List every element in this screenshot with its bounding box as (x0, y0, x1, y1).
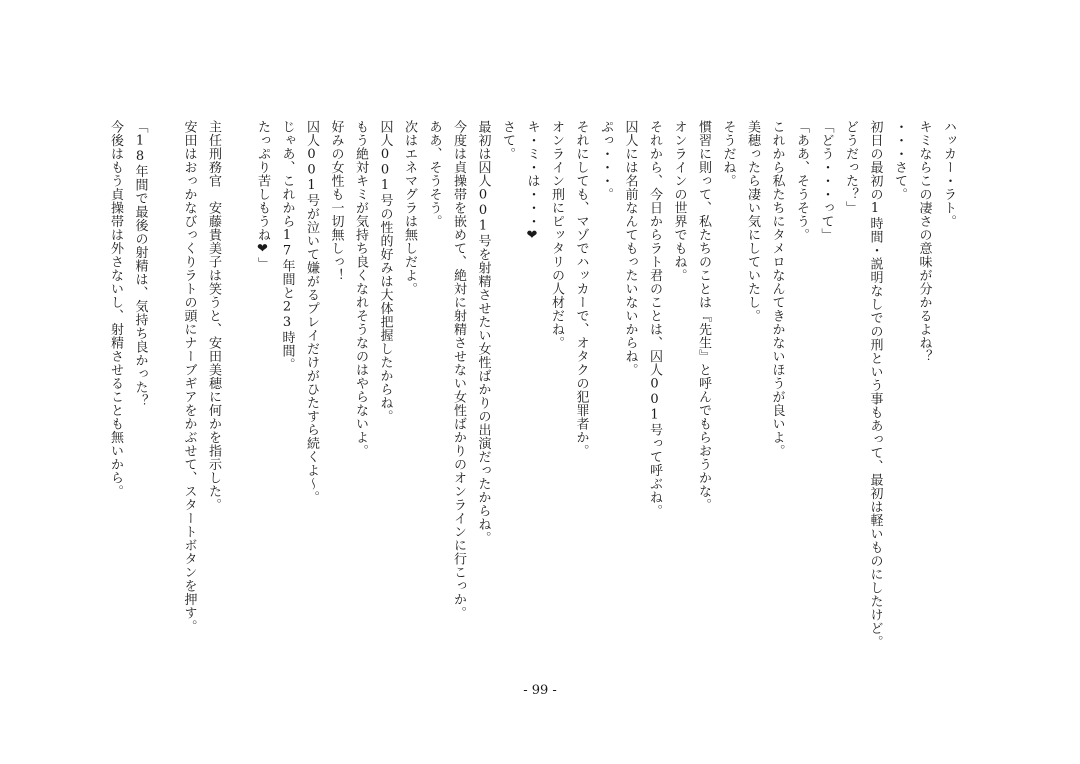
text-line (152, 120, 177, 640)
text-line: 好みの女性も一切無しっ！ (328, 120, 344, 282)
text-line: ぷっ・・・。 (598, 120, 613, 201)
text-line: これから私たちにタメロなんてきかないほうが良いよ。 (769, 120, 785, 458)
text-line: 初日の最初の1時間・説明なしでの刑という事もあって、最初は軽いものにしたけど。 (867, 120, 883, 649)
text-line: 囚人001号の性的好みは大体把握したからね。 (377, 120, 393, 423)
text-line: 今後はもう貞操帯は外さないし、射精させることも無いから。 (108, 120, 123, 498)
text-line: 最初は囚人001号を射精させたい女性ばかりの出演だったからね。 (475, 120, 491, 545)
text-line: 主任刑務官 安藤貴美子は笑うと、安田美穂に何かを指示した。 (206, 120, 221, 512)
text-line: 「どう・・・って」 (818, 120, 834, 242)
text-line: じゃあ、これから17年間と23時間。 (279, 120, 295, 371)
vertical-text-block (103, 120, 961, 649)
text-line: もう絶対キミが気持ち良くなれそうなのはやらないよ。 (353, 120, 368, 458)
text-line: 今度は貞操帯を嵌めて、絶対に射精させない女性ばかりのオンラインに行こっか。 (451, 120, 466, 620)
text-line: オンライン刑にピッタリの人材だね。 (549, 120, 564, 350)
text-line: 「ああ、そうそう。 (794, 120, 809, 242)
text-line: キ・ミ・は・・・❤ (524, 120, 540, 244)
text-line: キミならこの凄さの意味が分かるよね？ (916, 120, 932, 363)
text-line: ハッカー・ラト。 (941, 120, 956, 228)
text-line: 囚人には名前なんてもったいないからね。 (622, 120, 638, 377)
text-line: たっぷり苦しもうね❤」 (255, 120, 270, 271)
text-line: 次はエネマグラは無しだよ。 (402, 120, 417, 296)
text-line: オンラインの世界でもね。 (671, 120, 687, 282)
text-line: それにしても、マゾでハッカーで、オタクの犯罪者か。 (573, 120, 589, 458)
text-line: ・・・さて。 (892, 120, 907, 201)
text-line: さて。 (500, 120, 515, 161)
text-line: 安田はおっかなびっくりラトの頭にナーブギアをかぶせて、スタートボタンを押す。 (181, 120, 197, 633)
page-number: - 99 - (523, 683, 557, 698)
text-line: 美穂ったら凄い気にしていたし。 (745, 120, 760, 323)
text-line (225, 120, 250, 640)
text-line: それから、今日からラト君のことは、囚人001号って呼ぶね。 (647, 120, 662, 518)
text-line: どうだった？」 (843, 120, 858, 215)
text-line: ああ、そうそう。 (426, 120, 442, 228)
text-line: 囚人001号が泣いて嫌がるプレイだけがひたすら続くよ～。 (304, 120, 319, 504)
text-line: そうだね。 (720, 120, 736, 188)
text-line: 慣習に則って、私たちのことは『先生』と呼んでもらおうかな。 (696, 120, 711, 512)
text-line: 「18年間で最後の射精は、気持ち良かった？ (132, 120, 148, 408)
